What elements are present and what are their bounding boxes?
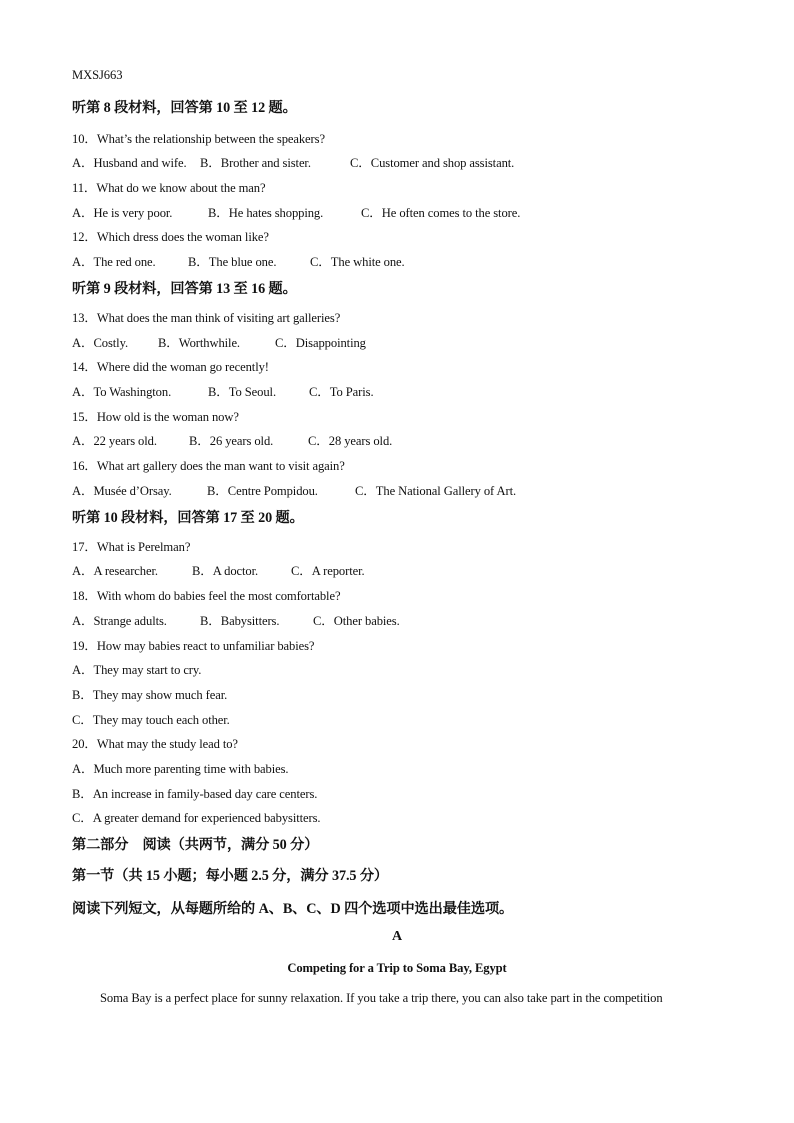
question-10-options: [72, 152, 514, 171]
option-a: A．A researcher.: [72, 564, 158, 578]
option-b: B．26 years old.: [189, 434, 274, 448]
question-14: 14．Where did the woman go recently!: [72, 360, 269, 374]
option-c: C．28 years old.: [308, 434, 393, 448]
question-20-option-b: B．An increase in family-based day care centers.: [72, 787, 318, 801]
option-a: A．To Washington.: [72, 385, 172, 399]
question-20-option-a: A．Much more parenting time with babies.: [72, 762, 289, 776]
question-13-options: [72, 332, 366, 351]
question-19-option-a: A．They may start to cry.: [72, 663, 202, 677]
option-a: A．Husband and wife.: [72, 156, 187, 170]
passage-first-line: Soma Bay is a perfect place for sunny relaxation. If you take a trip there, you can also take part in the competition: [100, 991, 663, 1005]
question-12: 12．Which dress does the woman like?: [72, 230, 269, 244]
option-c: C．Other babies.: [313, 614, 400, 628]
option-c: C．Disappointing: [275, 336, 366, 350]
option-a: A．22 years old.: [72, 434, 157, 448]
question-11: 11．What do we know about the man?: [72, 181, 266, 195]
option-c: C．A reporter.: [291, 564, 365, 578]
passage-letter: A: [391, 929, 402, 944]
option-c: C．He often comes to the store.: [361, 206, 521, 220]
question-19-option-c: C．They may touch each other.: [72, 713, 230, 727]
option-a: A．He is very poor.: [72, 206, 173, 220]
question-20-option-c: C．A greater demand for experienced babysitters.: [72, 811, 321, 825]
option-b: B．He hates shopping.: [208, 206, 324, 220]
option-c: C．To Paris.: [309, 385, 374, 399]
part2-instruction: 阅读下列短文，从每题所给的 A、B、C、D 四个选项中选出最佳选项。: [72, 901, 514, 917]
question-17-options: [72, 560, 365, 579]
option-c: C．The National Gallery of Art.: [355, 484, 517, 498]
question-19: 19．How may babies react to unfamiliar babies?: [72, 639, 315, 653]
part2-heading: 第二部分 阅读（共两节，满分 50 分）: [72, 837, 319, 853]
question-10: 10．What’s the relationship between the speakers?: [72, 132, 325, 146]
question-17: 17．What is Perelman?: [72, 540, 191, 554]
question-11-options: [72, 202, 520, 221]
option-b: B．Brother and sister.: [200, 156, 311, 170]
question-19-option-b: B．They may show much fear.: [72, 688, 228, 702]
option-b: B．Babysitters.: [200, 614, 280, 628]
option-c: C．The white one.: [310, 255, 405, 269]
question-15-options: [72, 430, 392, 449]
question-20: 20．What may the study lead to?: [72, 737, 238, 751]
question-13: 13．What does the man think of visiting art galleries?: [72, 311, 341, 325]
option-b: B．Worthwhile.: [158, 336, 240, 350]
option-c: C．Customer and shop assistant.: [350, 156, 515, 170]
question-14-options: [72, 381, 374, 400]
option-a: A．Strange adults.: [72, 614, 167, 628]
section10-heading: 听第 10 段材料，回答第 17 至 20 题。: [72, 510, 304, 526]
option-b: B．The blue one.: [188, 255, 277, 269]
section9-heading: 听第 9 段材料，回答第 13 至 16 题。: [72, 281, 297, 297]
question-15: 15．How old is the woman now?: [72, 410, 239, 424]
question-18-options: [72, 610, 400, 629]
option-a: A．Musée d’Orsay.: [72, 484, 172, 498]
section8-heading: 听第 8 段材料，回答第 10 至 12 题。: [72, 100, 297, 116]
option-b: B．To Seoul.: [208, 385, 276, 399]
header-code: MXSJ663: [72, 68, 123, 82]
question-12-options: [72, 251, 405, 270]
option-b: B．Centre Pompidou.: [207, 484, 318, 498]
question-16-options: [72, 480, 516, 499]
question-18: 18．With whom do babies feel the most comfortable?: [72, 589, 341, 603]
option-a: A．The red one.: [72, 255, 156, 269]
part2-section1-heading: 第一节（共 15 小题；每小题 2.5 分，满分 37.5 分）: [72, 868, 389, 884]
passage-title: Competing for a Trip to Soma Bay, Egypt: [287, 961, 507, 975]
option-a: A．Costly.: [72, 336, 129, 350]
question-16: 16．What art gallery does the man want to visit again?: [72, 459, 345, 473]
option-b: B．A doctor.: [192, 564, 259, 578]
